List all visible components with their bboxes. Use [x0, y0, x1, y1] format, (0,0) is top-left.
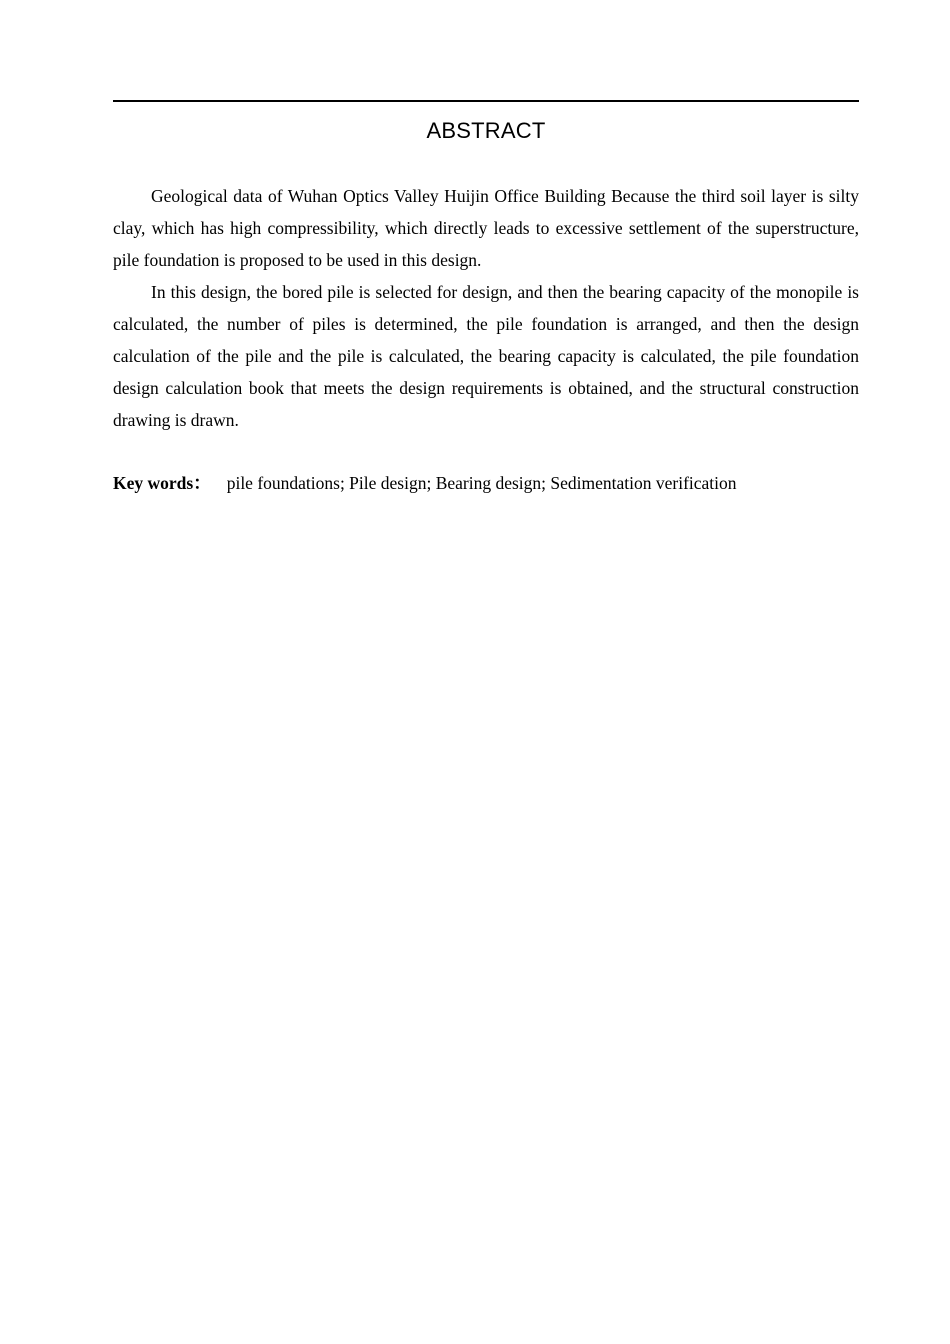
abstract-paragraph-1: Geological data of Wuhan Optics Valley Huijin Office Building Because the third soil layer is silty clay, which has high compressibility, which directly leads to excessive settlement of the superstructure, pile foundation is proposed to be used in this design. — [113, 186, 859, 270]
abstract-body — [113, 180, 859, 436]
keywords-line — [113, 468, 859, 498]
abstract-paragraph-2: In this design, the bored pile is selected for design, and then the bearing capacity of the monopile is calculated, the number of piles is determined, the pile foundation is arranged, and then the design calculation of the pile and the pile is calculated, the bearing capacity is calculated, the pile foundation design calculation book that meets the design requirements is obtained, and the structural construction drawing is drawn. — [113, 282, 859, 430]
keywords-values: pile foundations; Pile design; Bearing design; Sedimentation verification — [226, 473, 737, 493]
header-rule — [113, 100, 859, 102]
keywords-label: Key words： — [113, 473, 211, 493]
abstract-title: ABSTRACT — [426, 118, 546, 143]
